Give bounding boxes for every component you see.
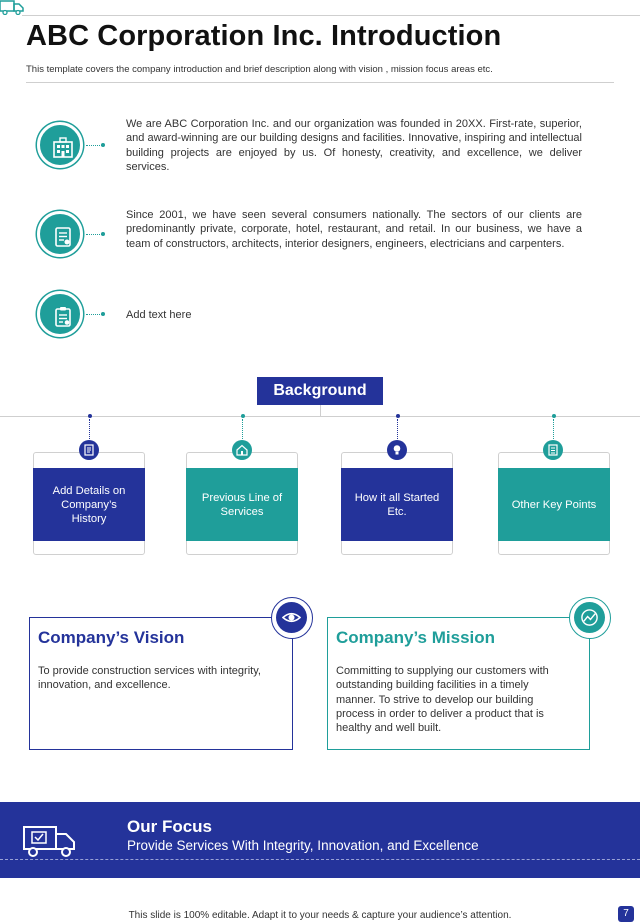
page-title: ABC Corporation Inc. Introduction xyxy=(26,20,502,52)
checklist-icon xyxy=(543,440,563,460)
mission-text: Committing to supplying our customers with outstanding building facilities in a timely manner. To strive to develop our building process in order to deliver a product that is healthy and well built. xyxy=(336,665,549,735)
document-icon xyxy=(37,211,83,257)
card-connector xyxy=(89,419,90,439)
card-connector-dot xyxy=(241,414,245,418)
intro-connector xyxy=(86,145,102,146)
mission-title: Company’s Mission xyxy=(336,628,496,647)
card-connector-dot xyxy=(88,414,92,418)
card-label: Previous Line of Services xyxy=(186,468,298,541)
focus-banner xyxy=(0,802,640,878)
card-connector-dot xyxy=(552,414,556,418)
focus-title: Our Focus xyxy=(127,817,213,836)
intro-text-clients: Since 2001, we have seen several consumers nationally. The sectors of our clients are predominantly private, corporate, hotel, restaurant, and retail. In our business, we have a team of constructors, architects, interior designers, engineers, electricians and carpenters. xyxy=(126,209,582,250)
background-divider xyxy=(0,416,640,417)
delivery-truck-icon xyxy=(22,823,78,859)
card-label: How it all Started Etc. xyxy=(341,468,453,541)
footer-note: This slide is 100% editable. Adapt it to your needs & capture your audience’s attention. xyxy=(128,910,512,921)
focus-text: Provide Services With Integrity, Innovation, and Excellence xyxy=(127,838,479,853)
intro-text-founding: We are ABC Corporation Inc. and our organization was founded in 20XX. First-rate, superior, and award-winning are our building designs and facilities. Innovative, inspiring and intellectual building projects are enjoyed by us. Of honesty, creativity, and excellence, we deliver services. xyxy=(126,118,582,173)
gauge-icon xyxy=(569,597,611,639)
intro-connector-dot xyxy=(101,312,105,316)
card-connector xyxy=(553,419,554,439)
vision-text: To provide construction services with integrity, innovation, and excellence. xyxy=(38,665,261,692)
intro-connector-dot xyxy=(101,232,105,236)
house-icon xyxy=(232,440,252,460)
vision-title: Company’s Vision xyxy=(38,628,185,647)
background-stem xyxy=(320,404,321,416)
card-previous-services[interactable] xyxy=(186,452,298,555)
clipboard-icon xyxy=(37,291,83,337)
page-number: 7 xyxy=(618,906,634,922)
intro-connector-dot xyxy=(101,143,105,147)
card-label: Other Key Points xyxy=(498,468,610,541)
lightbulb-icon xyxy=(387,440,407,460)
notes-icon xyxy=(79,440,99,460)
background-title: Background xyxy=(257,377,383,405)
mission-box xyxy=(327,617,590,750)
card-how-it-started[interactable] xyxy=(341,452,453,555)
card-connector xyxy=(397,419,398,439)
top-bar xyxy=(0,0,640,16)
top-divider xyxy=(22,15,640,16)
card-label: Add Details on Company’s History xyxy=(33,468,145,541)
eye-icon xyxy=(271,597,313,639)
intro-connector xyxy=(86,234,102,235)
card-other-key-points[interactable] xyxy=(498,452,610,555)
focus-dashed-line xyxy=(0,859,640,860)
intro-text-placeholder[interactable]: Add text here xyxy=(126,309,192,321)
intro-connector xyxy=(86,314,102,315)
truck-icon xyxy=(0,0,24,15)
subtitle-divider xyxy=(26,82,614,83)
page-subtitle: This template covers the company introduction and brief description along with vision , mission focus areas etc. xyxy=(26,64,493,75)
card-connector-dot xyxy=(396,414,400,418)
card-company-history[interactable] xyxy=(33,452,145,555)
building-icon xyxy=(37,122,83,168)
vision-box xyxy=(29,617,293,750)
card-connector xyxy=(242,419,243,439)
